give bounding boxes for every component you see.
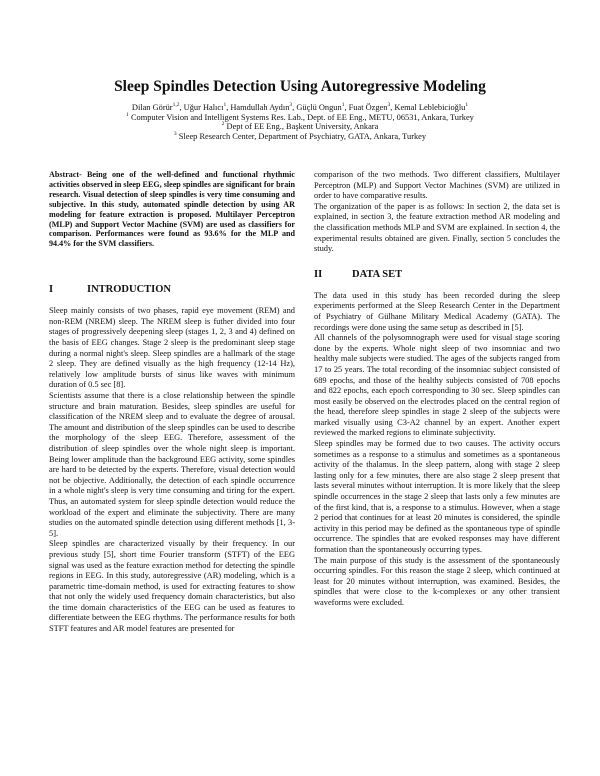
author-name: Güçlü Ongun bbox=[296, 103, 342, 112]
section-title: INTRODUCTION bbox=[87, 284, 172, 296]
author-name: Uğur Halıcı bbox=[183, 103, 224, 112]
paragraph: comparison of the two methods. Two different classifiers, Multilayer Perceptron (MLP) and Support Vector Machines (SVM) are utilized in order to have comparative results. bbox=[314, 170, 560, 201]
author-line: Dilan Görür$^{1,2}$, Uğur Halıcı$^1$, Hamdullah Aydın$^3$, Güçlü Ongun$^1$, Fuat Özgen$^3$, Kemal Leblebicioğlu$^1$ bbox=[131, 102, 469, 112]
author-affiliation-mark: 3 bbox=[289, 102, 293, 109]
paragraph: Scientists assume that there is a close relationship between the spindle structure and brain maturation. Besides, sleep spindles are useful for classification of the NREM sleep and to evaluate the degree of arousal. The amount and distribution of the sleep spindles can be used to describe the morphology of the sleep EEG. Therefore, assessment of the distribution of sleep spindles over the whole night sleep is important. Being lower amplitude than the background EEG activity, some spindles are hard to be detected by the experts. Therefore, visual detection would not be objective. Additionally, the detection of each spindle occurrence in a whole night's sleep is very time consuming and tiring for the expert. Thus, an automated system for sleep spindle detection would reduce the workload of the expert and eliminate the subjectivity. There are many studies on the automated spindle detection using different methods [1, 3-5]. bbox=[49, 391, 295, 538]
paragraph: All channels of the polysomnograph were used for visual stage scoring done by the experts. Whole night sleep of two insomniac and two healthy male subjects were studied. The ages of the subjects ranged from 17 to 25 years. The total recording of the insomniac subject consisted of 689 epochs, and those of the healthy subjects consisted of 708 epochs and 822 epochs, each epoch corresponding to 30 sec. Sleep spindles can most easily be observed on the electrodes placed on the central region of the head, therefore sleep spindles in stage 2 sleep of the subjects were marked visually using C3-A2 channel by an expert. Another expert reviewed the marked regions to eliminate subjectivity. bbox=[314, 333, 560, 438]
paragraph: The organization of the paper is as follows: In section 2, the data set is explained, in section 3, the feature extraction method AR modeling and the classification methods MLP and SVM are explained. In section 4, the experimental results obtained are given. Finally, section 5 concludes the study. bbox=[314, 201, 560, 254]
author-affiliation-mark: 1,2 bbox=[172, 102, 180, 109]
affiliation-line: $^3$ Sleep Research Center, Department of Psychiatry, GATA, Ankara, Turkey bbox=[173, 130, 427, 141]
author-affiliation-mark: 1 bbox=[341, 102, 345, 109]
author-affiliation-mark: 1 bbox=[465, 102, 469, 109]
paragraph: Sleep spindles may be formed due to two causes. The activity occurs sometimes as a response to a stimulus and sometimes as a spontaneous activity of the thalamus. In the sleep pattern, along with stage 2 sleep lasting only for a few minutes, there are also stage 2 sleep present that lasts several minutes without interruption. It is more likely that the sleep spindle occurrences in the stage 2 sleep that lasts only a few minutes are of the first kind, that is, a response to a stimulus. However, when a stage 2 period that continues for at least 20 minutes is considered, the spindle activity in this period may be defined as the spontaneous type of spindle occurrence. The spindles that are evoked responses may have different formation than the spontaneously occurring types. bbox=[314, 439, 560, 554]
abstract: Abstract- Being one of the well-defined and functional rhythmic activities observed in sleep EEG, sleep spindles are significant for brain research. Visual detection of sleep spindles is very time consuming and subjective. In this study, automated spindle detection by using AR modeling for feature extraction is proposed. Multilayer Perceptron (MLP) and Support Vector Machine (SVM) are used as classifiers for comparison. Performances were found as 93.6% for the MLP and 94.4% for the SVM classifiers. bbox=[49, 170, 295, 249]
left-column bbox=[49, 170, 295, 635]
paragraph: The data used in this study has been recorded during the sleep experiments performed at the Sleep Research Center in the Department of Psychiatry of Gülhane Military Medical Academy (GATA). The recordings were done using the same setup as described in [5]. bbox=[314, 290, 560, 332]
author-name: Hamdullah Aydın bbox=[230, 103, 290, 112]
section-heading bbox=[314, 270, 560, 283]
section-heading bbox=[49, 285, 295, 298]
affiliation-line: $^2$ Dept of EE Eng., Başkent University, Ankara bbox=[221, 121, 379, 132]
section-number: II bbox=[314, 268, 323, 280]
paragraph: The main purpose of this study is the assessment of the spontaneously occurring spindles. For this reason the stage 2 sleep, which continued at least for 20 minutes without interruption, was examined. Besides, the spindles that were close to the k-complexes or any other transient waveforms were excluded. bbox=[314, 555, 560, 607]
paragraph: Sleep mainly consists of two phases, rapid eye movement (REM) and non-REM (NREM) sleep. The NREM sleep is futher divided into four stages of progressively deepening sleep (stages 1, 2, 3 and 4) defined on the basis of EEG changes. Stage 2 sleep is the predominant sleep stage during a normal night's sleep. Sleep spindles are a hallmark of the stage 2 sleep. They are defined visually as the high frequency (12-14 Hz), relatively low amplitude bursts of sinus like waves with minimum duration of 0.5 sec [8]. bbox=[49, 306, 295, 390]
author-affiliation-mark: 1 bbox=[223, 102, 227, 109]
author-name: Dilan Görür bbox=[131, 103, 173, 112]
author-block bbox=[0, 103, 600, 141]
affiliation-line: $^1$ Computer Vision and Intelligent Systems Res. Lab., Dept. of EE Eng., METU, 06531, Ankara, Turkey bbox=[126, 111, 474, 122]
paper-title: Sleep Spindles Detection Using Autoregressive Modeling bbox=[114, 78, 486, 95]
section-title: DATA SET bbox=[352, 268, 403, 280]
author-name: Kemal Leblebicioğlu bbox=[394, 103, 466, 112]
paragraph: Sleep spindles are characterized visually by their frequency. In our previous study [5], short time Fourier transform (STFT) of the EEG signal was used as the feature exraction method for detecting the spindle regions in EEG. In this study, autoregressive (AR) modeling, which is a parametric time-domain method, is used for extracting features to show that not only the widely used frequency domain characteristics, but also the time domain characteristics of the EEG can be used as features to differentiate between the EEG rhythms. The performance results for both STFT features and AR model features are presented for bbox=[49, 539, 295, 634]
section-number: I bbox=[49, 284, 54, 296]
author-name: Fuat Özgen bbox=[348, 103, 388, 112]
author-affiliation-mark: 3 bbox=[387, 102, 391, 109]
right-column bbox=[314, 170, 560, 609]
